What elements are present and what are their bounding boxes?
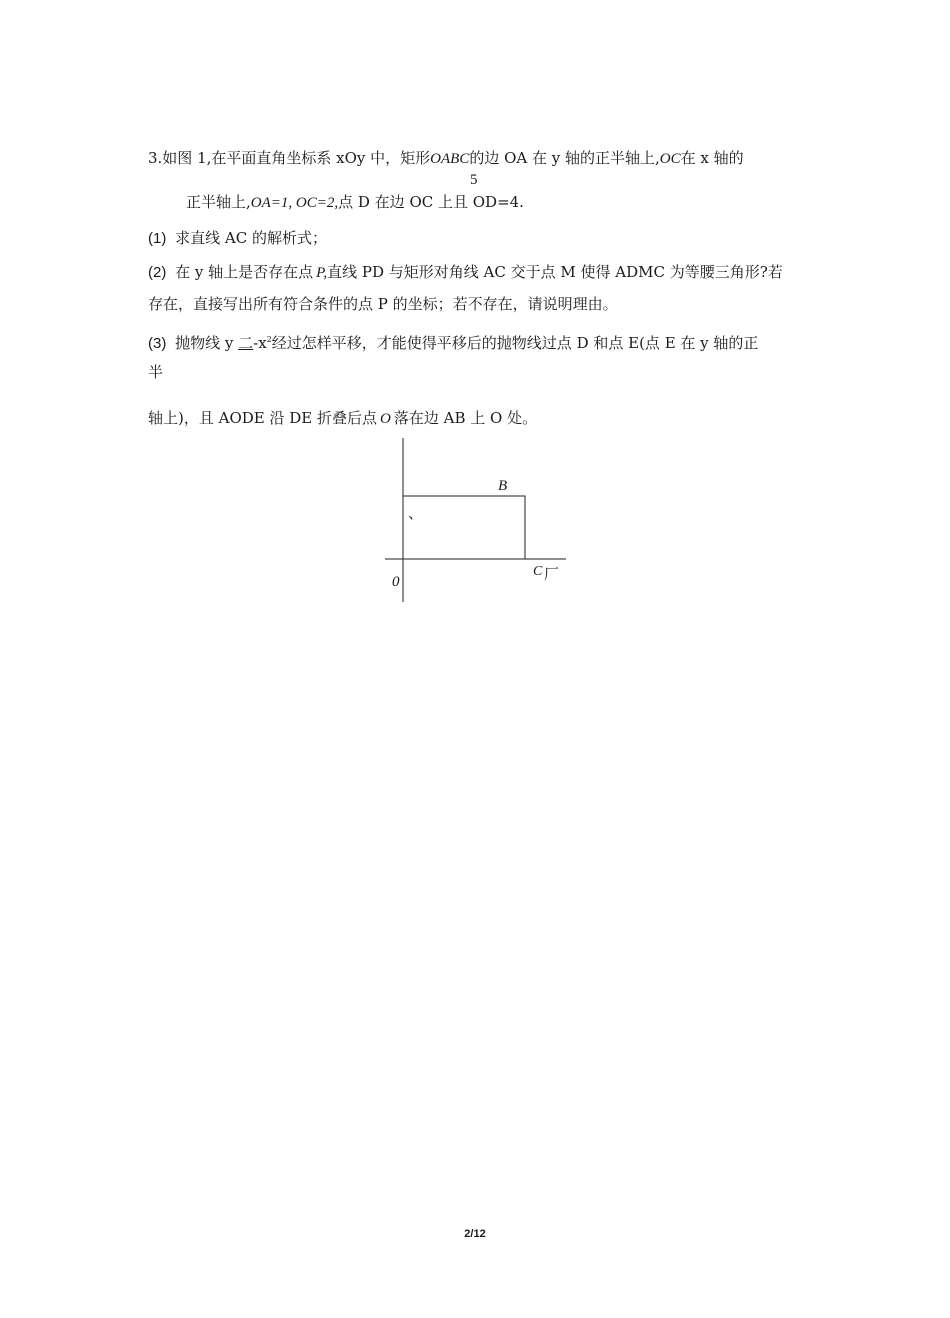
point-p: P, bbox=[316, 265, 328, 281]
tick-mark: 、 bbox=[408, 504, 424, 522]
exponent: 2 bbox=[266, 335, 272, 344]
question-3-number: (3) bbox=[148, 335, 167, 352]
fraction-numerator: 5 bbox=[470, 172, 478, 188]
segment-oc: OC bbox=[659, 151, 681, 167]
problem-intro: 3.如图 1,在平面直角坐标系 xOy 中，矩形 bbox=[148, 149, 431, 167]
question-3-text-a: 抛物线 y bbox=[175, 334, 234, 352]
label-b: B bbox=[498, 478, 508, 494]
point-o: O bbox=[380, 411, 391, 427]
corner-mark: 厂 bbox=[544, 565, 560, 583]
question-2-line-2: 存在，直接写出所有符合条件的点 P 的坐标；若不存在，请说明理由。 bbox=[148, 295, 618, 313]
question-3-line-2: 半 bbox=[148, 363, 164, 381]
given-lengths: OA=1, OC=2, bbox=[250, 195, 339, 211]
question-3-line-3c: 落在边 AB 上 O 处。 bbox=[393, 409, 538, 427]
rect-name: OABC bbox=[430, 151, 470, 167]
problem-intro-2: 的边 OA 在 y 轴的正半轴上, bbox=[469, 149, 660, 167]
label-c: C bbox=[533, 564, 543, 579]
question-1 bbox=[148, 228, 327, 249]
equals-sign: 二 bbox=[238, 334, 254, 352]
question-2-text-a: 在 y 轴上是否存在点 bbox=[175, 263, 314, 281]
question-2-text-c: 直线 PD 与矩形对角线 AC 交于点 M 使得 ADMC 为等腰三角形?若 bbox=[327, 263, 783, 281]
problem-line-1 bbox=[148, 148, 744, 169]
question-2 bbox=[148, 262, 783, 283]
page-number: 2/12 bbox=[464, 1228, 486, 1240]
problem-line-2b: 点 D 在边 OC 上且 OD=4. bbox=[338, 193, 524, 211]
problem-line-2a: 正半轴上, bbox=[186, 193, 251, 211]
question-2-number: (2) bbox=[148, 264, 167, 281]
coordinate-figure bbox=[380, 436, 570, 606]
question-3 bbox=[148, 330, 758, 354]
problem-intro-3: 在 x 轴的 bbox=[680, 149, 744, 167]
parabola-expression: -x bbox=[253, 334, 267, 352]
question-1-number: (1) bbox=[148, 230, 167, 247]
question-1-text: 求直线 AC 的解析式； bbox=[175, 229, 327, 247]
question-3-text-d: 经过怎样平移，才能使得平移后的抛物线过点 D 和点 E(点 E 在 y 轴的正 bbox=[271, 334, 759, 352]
label-o: 0 bbox=[392, 574, 400, 590]
problem-line-2 bbox=[186, 192, 524, 213]
question-3-line-3 bbox=[148, 408, 537, 429]
question-3-line-3a: 轴上)，且 AODE 沿 DE 折叠后点 bbox=[148, 409, 378, 427]
